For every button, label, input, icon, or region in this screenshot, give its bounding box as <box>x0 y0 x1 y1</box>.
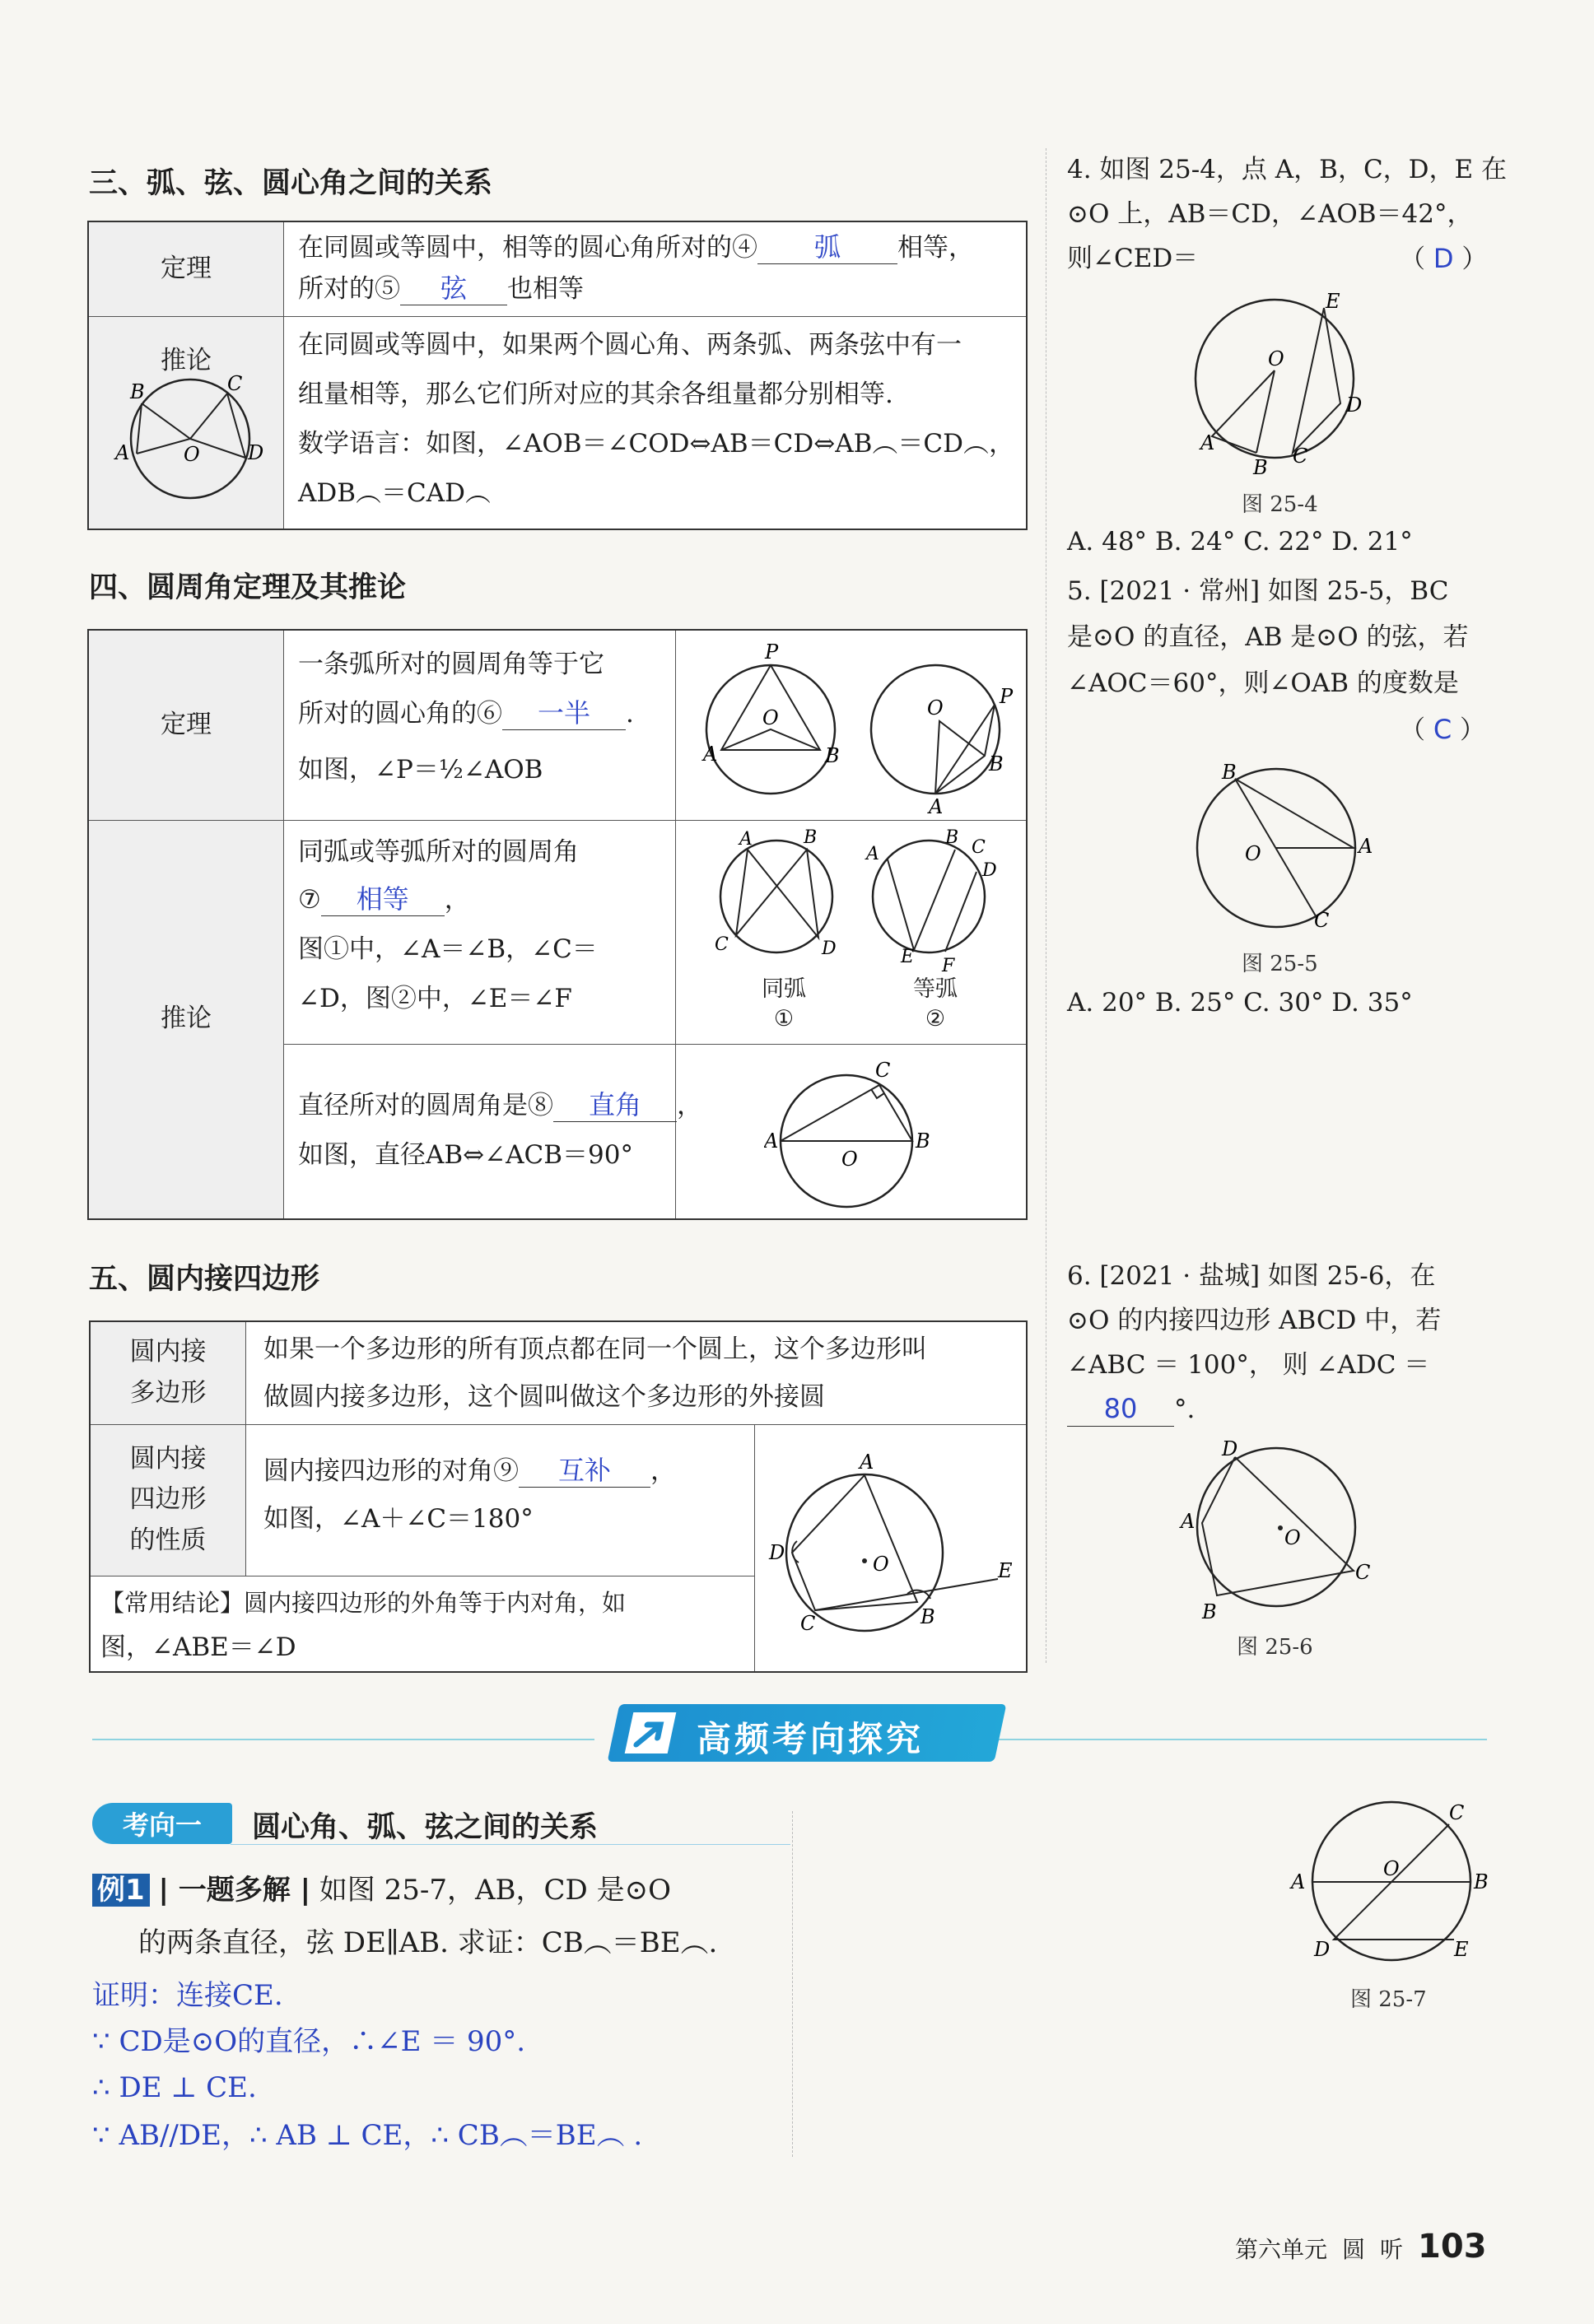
svg-text:D: D <box>1222 1437 1238 1460</box>
q5-options: A. 20° B. 25° C. 30° D. 35° <box>1067 988 1413 1018</box>
fig-25-6 <box>1177 1432 1391 1622</box>
svg-text:O: O <box>1268 347 1284 370</box>
corollary-label-4: 推论 <box>89 820 283 1218</box>
q6-line-3: ∠ABC ＝ 100°， 则 ∠ADC ＝ <box>1067 1350 1430 1380</box>
q6-line-2: ⊙O 的内接四边形 ABCD 中，若 <box>1067 1306 1442 1335</box>
prop-label: 圆内接 四边形 的性质 <box>91 1424 245 1576</box>
fig-central-angles <box>104 369 268 509</box>
cor1-line-4: ∠D，图②中，∠E＝∠F <box>298 984 572 1013</box>
svg-text:C: C <box>227 372 243 395</box>
answer-8: 直角 <box>553 1088 677 1122</box>
arrow-icon <box>625 1712 677 1753</box>
answer-5: 弦 <box>400 272 507 305</box>
fig-diameter-angle <box>764 1050 1011 1215</box>
q5-answer-bracket: （ C ） <box>1400 714 1486 745</box>
svg-text:D: D <box>248 441 264 464</box>
theorem-line-2: 所对的⑤ 弦 也相等 <box>298 272 584 304</box>
svg-text:D: D <box>982 860 997 881</box>
fig-25-5 <box>1186 757 1383 938</box>
conclusion-tag: 【常用结论】 <box>100 1589 245 1617</box>
answer-4: 弧 <box>757 231 897 264</box>
q4-line-2: ⊙O 上，AB＝CD，∠AOB＝42°， <box>1067 199 1473 229</box>
proof-line-2: ∵ CD是⊙O的直径，∴∠E ＝ 90°. <box>92 2025 526 2058</box>
svg-text:A: A <box>764 1129 779 1153</box>
q5-caption: 图 25-5 <box>1242 952 1318 976</box>
q6-line-1: 6. [2021 · 盐城] 如图 25-6，在 <box>1067 1261 1436 1291</box>
svg-text:A: A <box>1359 835 1373 858</box>
svg-text:O: O <box>184 443 200 466</box>
svg-text:B: B <box>1222 761 1237 784</box>
q4-answer: D <box>1433 243 1454 274</box>
section3-title: 三、弧、弦、圆心角之间的关系 <box>89 167 493 200</box>
th4-line-1: 一条弧所对的圆周角等于它 <box>298 650 604 679</box>
q4-caption: 图 25-4 <box>1242 492 1318 517</box>
direction-title: 圆心角、弧、弦之间的关系 <box>252 1811 599 1844</box>
q4-line-1: 4. 如图 25-4，点 A，B，C，D，E 在 <box>1067 155 1508 184</box>
corollary-line-1: 在同圆或等圆中，如果两个圆心角、两条弧、两条弦中有一 <box>298 330 962 360</box>
svg-text:C: C <box>1355 1561 1371 1584</box>
svg-text:C: C <box>1449 1801 1465 1824</box>
svg-text:O: O <box>873 1553 889 1576</box>
svg-text:C: C <box>715 934 729 955</box>
def-label: 圆内接 多边形 <box>91 1322 245 1424</box>
svg-text:A: A <box>1200 431 1215 454</box>
conclusion-line-2: 图，∠ABE＝∠D <box>100 1632 296 1662</box>
corollary-line-3: 数学语言：如图，∠AOB＝∠COD⇔AB＝CD⇔AB︵＝CD︵， <box>298 429 1014 459</box>
section5-table <box>89 1320 1028 1673</box>
corollary-line-2: 组量相等，那么它们所对应的其余各组量都分别相等. <box>298 380 893 409</box>
theorem-line-1: 在同圆或等圆中，相等的圆心角所对的④ 弧 相等， <box>298 231 974 263</box>
svg-text:C: C <box>1293 445 1308 468</box>
svg-text:B: B <box>130 380 145 403</box>
theorem-label: 定理 <box>89 222 283 316</box>
q6-answer: 80 <box>1067 1391 1174 1427</box>
example-tag: 例1 <box>92 1874 150 1907</box>
banner-title: 高频考向探究 <box>697 1719 925 1759</box>
cor1-line-3: 图①中，∠A＝∠B，∠C＝ <box>298 934 598 964</box>
svg-text:A: A <box>860 1451 874 1474</box>
svg-text:B: B <box>825 744 840 767</box>
svg-text:E: E <box>1326 290 1340 313</box>
svg-text:A: A <box>739 829 753 850</box>
q4-options: A. 48° B. 24° C. 22° D. 21° <box>1067 527 1413 557</box>
svg-text:P: P <box>765 640 779 664</box>
svg-text:E: E <box>998 1559 1013 1582</box>
q5-line-2: 是⊙O 的直径，AB 是⊙O 的弦，若 <box>1067 622 1469 652</box>
th4-line-3: 如图，∠P＝½∠AOB <box>298 755 543 785</box>
section4-title: 四、圆周角定理及其推论 <box>89 571 407 604</box>
q6-caption: 图 25-6 <box>1237 1635 1313 1660</box>
svg-text:B: B <box>1202 1600 1217 1622</box>
fig2-caption: 等弧 ② <box>913 976 958 1032</box>
svg-text:C: C <box>972 837 986 858</box>
cor1-line-1: 同弧或等弧所对的圆周角 <box>298 837 579 867</box>
prop-line-2: 如图，∠A＋∠C＝180° <box>263 1504 534 1534</box>
svg-text:B: B <box>921 1605 935 1628</box>
svg-text:O: O <box>841 1148 858 1171</box>
proof-line-4: ∵ AB//DE，∴ AB ⊥ CE，∴ CB︵＝BE︵ . <box>92 2119 643 2152</box>
q5-answer: C <box>1433 714 1452 745</box>
svg-text:D: D <box>769 1541 785 1564</box>
section5-title: 五、圆内接四边形 <box>89 1263 320 1296</box>
corollary-label: 推论 <box>89 316 283 529</box>
svg-text:B: B <box>804 827 818 848</box>
cor1-line-2: ⑦ 相等 ， <box>298 883 470 915</box>
proof-line-3: ∴ DE ⊥ CE. <box>92 2071 257 2104</box>
q4-line-3: 则∠CED＝ <box>1067 244 1199 273</box>
section4-table <box>87 629 1028 1220</box>
def-line-1: 如果一个多边形的所有顶点都在同一个圆上，这个多边形叫 <box>263 1334 927 1364</box>
svg-text:B: B <box>916 1129 930 1153</box>
page-number: 103 <box>1418 2228 1487 2266</box>
cor2-line-2: 如图，直径AB⇔∠ACB＝90° <box>298 1140 633 1170</box>
svg-text:O: O <box>1245 842 1261 865</box>
example-sub: | 一题多解 | <box>158 1874 310 1907</box>
svg-text:O: O <box>927 696 944 720</box>
corollary-line-4: ADB︵＝CAD︵ <box>298 478 491 508</box>
th4-line-2: 所对的圆心角的⑥ 一半 . <box>298 697 634 729</box>
theorem-label-4: 定理 <box>89 631 283 820</box>
svg-text:F: F <box>942 956 955 975</box>
svg-text:A: A <box>1181 1510 1196 1533</box>
q4-answer-bracket: （ D ） <box>1400 243 1488 274</box>
svg-text:O: O <box>1383 1857 1400 1880</box>
svg-text:O: O <box>1284 1526 1301 1549</box>
proof-line-1: 证明：连接CE. <box>92 1979 283 2012</box>
svg-text:C: C <box>800 1612 816 1635</box>
example1-line-1: 例1 | 一题多解 | 如图 25-7，AB，CD 是⊙O <box>92 1867 671 1913</box>
fig-25-7 <box>1284 1786 1498 1976</box>
section3-table <box>87 221 1028 530</box>
direction-tag: 考向一 <box>92 1803 232 1844</box>
svg-text:B: B <box>989 752 1004 775</box>
def-line-2: 做圆内接多边形，这个圆叫做这个多边形的外接圆 <box>263 1382 825 1412</box>
answer-7: 相等 <box>321 883 445 916</box>
svg-text:D: D <box>1346 394 1363 417</box>
svg-text:E: E <box>901 947 915 967</box>
svg-text:E: E <box>1454 1938 1469 1961</box>
answer-6: 一半 <box>502 696 626 730</box>
svg-text:A: A <box>115 441 130 464</box>
prop-line-1: 圆内接四边形的对角⑨ 互补 ， <box>263 1455 676 1486</box>
svg-text:B: B <box>1253 456 1268 477</box>
q5-line-1: 5. [2021 · 常州] 如图 25-5，BC <box>1067 576 1449 606</box>
conclusion-line-1: 【常用结论】圆内接四边形的外角等于内对角，如 <box>100 1589 627 1617</box>
svg-text:C: C <box>1314 909 1330 932</box>
footer-unit: 第六单元 <box>1235 2236 1328 2263</box>
svg-text:A: A <box>866 844 879 864</box>
svg-text:B: B <box>945 827 959 848</box>
example-caption: 图 25-7 <box>1350 1987 1427 2012</box>
cor2-line-1: 直径所对的圆周角是⑧ 直角 ， <box>298 1089 702 1120</box>
fig-cyclic-quad <box>759 1437 1023 1660</box>
fig-25-4 <box>1177 288 1375 477</box>
svg-text:D: D <box>822 938 837 959</box>
svg-text:O: O <box>762 706 779 729</box>
q6-line-4: 80 °. <box>1067 1386 1195 1432</box>
svg-text:C: C <box>875 1059 891 1082</box>
fig1-caption: 同弧 ① <box>762 976 806 1032</box>
fig-inscribed-angle <box>688 639 1018 816</box>
svg-text:B: B <box>1474 1870 1489 1893</box>
fig-same-arc <box>698 827 1011 975</box>
q5-line-3: ∠AOC＝60°，则∠OAB 的度数是 <box>1067 668 1459 698</box>
svg-text:D: D <box>1314 1938 1331 1961</box>
answer-9: 互补 <box>519 1454 650 1488</box>
example1-line-2: 的两条直径，弦 DE∥AB. 求证：CB︵＝BE︵. <box>138 1926 718 1959</box>
svg-text:P: P <box>1000 685 1014 708</box>
footer-listen: 听 <box>1380 2236 1404 2263</box>
svg-text:A: A <box>929 795 944 816</box>
footer <box>1235 2228 1487 2266</box>
svg-text:A: A <box>703 743 718 766</box>
svg-text:A: A <box>1291 1870 1306 1893</box>
footer-chapter: 圆 <box>1342 2236 1366 2263</box>
